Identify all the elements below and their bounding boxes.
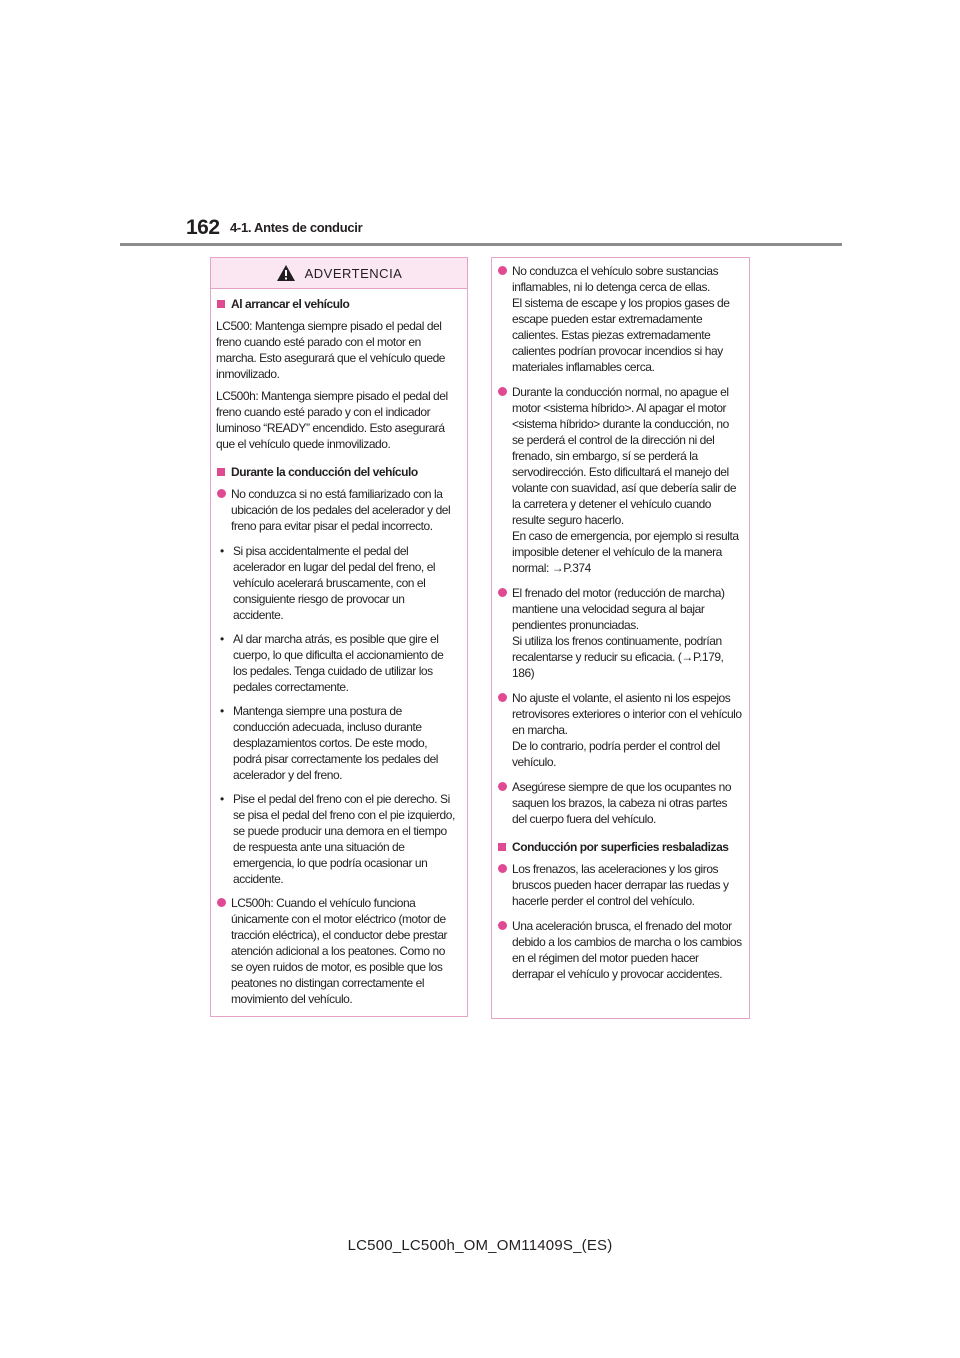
list-item xyxy=(497,918,742,982)
list-item-text: No conduzca el vehículo sobre sustancias inflamables, ni lo detenga cerca de ellas. El sistema de escape y los propios gases de escape pueden estar extremadamente calientes. Estas piezas extremadamente calientes podrían provocar incendios si hay materiales inflamables cerca. xyxy=(512,264,730,374)
circle-bullet-icon xyxy=(217,489,226,498)
section-heading xyxy=(216,464,457,480)
page-number: 162 xyxy=(186,216,220,239)
square-bullet-icon xyxy=(217,468,225,476)
list-item-text: El frenado del motor (reducción de marcha) mantiene una velocidad segura al bajar pendientes pronunciadas. Si utiliza los frenos continuamente, podrían recalentarse y reducir su eficacia. (→P.179, 186) xyxy=(512,586,725,680)
sub-list-item-text: Al dar marcha atrás, es posible que gire el cuerpo, lo que dificulta el accionamiento de los pedales. Tenga cuidado de utilizar los pedales correctamente. xyxy=(233,632,444,694)
circle-bullet-icon xyxy=(498,387,507,396)
list-item xyxy=(216,486,457,534)
list-item xyxy=(497,585,742,681)
section-title: 4-1. Antes de conducir xyxy=(230,220,363,235)
square-bullet-icon xyxy=(217,300,225,308)
sub-bullet-mark: • xyxy=(220,792,224,806)
warning-triangle-icon xyxy=(276,264,296,282)
list-item xyxy=(216,895,457,1007)
circle-bullet-icon xyxy=(498,693,507,702)
list-item-text: No conduzca si no está familiarizado con la ubicación de los pedales del acelerador y del freno para evitar pisar el pedal incorrecto. xyxy=(231,487,451,533)
circle-bullet-icon xyxy=(498,782,507,791)
section-heading xyxy=(497,839,742,855)
section-heading xyxy=(216,296,457,312)
sub-list-item-text: Mantenga siempre una postura de conducción adecuada, incluso durante desplazamientos cortos. De este modo, podrá pisar correctamente los pedales del acelerador y del freno. xyxy=(233,704,439,782)
list-item xyxy=(497,690,742,770)
list-item-text: LC500h: Cuando el vehículo funciona únicamente con el motor eléctrico (motor de tracción eléctrica), el conductor debe prestar atención adicional a los peatones. Como no se oyen ruidos de motor, es posible que los peatones no distingan correctamente el movimiento del vehículo. xyxy=(231,896,448,1006)
header-rule xyxy=(120,243,842,246)
sub-bullet-mark: • xyxy=(220,704,224,718)
paragraph: LC500h: Mantenga siempre pisado el pedal del freno cuando esté parado y con el indicador luminoso “READY” encendido. Esto asegurará que el vehículo quede inmovilizado. xyxy=(216,389,448,451)
list-item xyxy=(497,263,742,375)
warning-box xyxy=(210,257,468,1017)
warning-content xyxy=(211,289,467,1007)
warning-box-continued xyxy=(491,257,750,1019)
list-item-text: Una aceleración brusca, el frenado del motor debido a los cambios de marcha o los cambios en el régimen del motor pueden hacer derrapar el vehículo y provocar accidentes. xyxy=(512,919,742,981)
square-bullet-icon xyxy=(498,843,506,851)
heading-text: Conducción por superficies resbaladizas xyxy=(512,840,729,854)
sub-list-item xyxy=(216,703,457,783)
list-item-text: Asegúrese siempre de que los ocupantes no saquen los brazos, la cabeza ni otras partes del cuerpo fuera del vehículo. xyxy=(512,780,732,826)
circle-bullet-icon xyxy=(217,898,226,907)
list-item-text: Durante la conducción normal, no apague el motor <sistema híbrido>. Al apagar el motor <sistema híbrido> durante la conducción, no se perderá el control de la dirección ni del frenado, sin embargo, sí se perderá la servodirección. Esto dificultará el manejo del volante con suavidad, así que debería salir de la carretera y detener el vehículo cuando resulte seguro hacerlo. En caso de emergencia, por ejemplo si resulta imposible detener el vehículo de la manera normal: →P.374 xyxy=(512,385,739,575)
document-code: LC500_LC500h_OM_OM11409S_(ES) xyxy=(347,1237,613,1254)
sub-list-item xyxy=(216,791,457,887)
list-item-text: No ajuste el volante, el asiento ni los espejos retrovisores exteriores o interior con el vehículo en marcha. De lo contrario, podría perder el control del vehículo. xyxy=(512,691,742,769)
sub-list-item-text: Pise el pedal del freno con el pie derecho. Si se pisa el pedal del freno con el pie izquierdo, se puede producir una demora en el tiempo de respuesta ante una situación de emergencia, lo que podría ocasionar un accidente. xyxy=(233,792,455,886)
heading-text: Al arrancar el vehículo xyxy=(231,297,350,311)
sub-list-item xyxy=(216,631,457,695)
list-item xyxy=(497,384,742,576)
list-item xyxy=(497,861,742,909)
circle-bullet-icon xyxy=(498,921,507,930)
circle-bullet-icon xyxy=(498,588,507,597)
list-item xyxy=(497,779,742,827)
warning-content-continued xyxy=(492,258,749,982)
list-item-text: Los frenazos, las aceleraciones y los giros bruscos pueden hacer derrapar las ruedas y hacerle perder el control del vehículo. xyxy=(512,862,729,908)
sub-list-item-text: Si pisa accidentalmente el pedal del acelerador en lugar del pedal del freno, el vehículo acelerará bruscamente, con el consiguiente riesgo de provocar un accidente. xyxy=(233,544,436,622)
circle-bullet-icon xyxy=(498,864,507,873)
circle-bullet-icon xyxy=(498,266,507,275)
sub-bullet-mark: • xyxy=(220,544,224,558)
paragraph: LC500: Mantenga siempre pisado el pedal del freno cuando esté parado con el motor en marcha. Esto asegurará que el vehículo quede inmovilizado. xyxy=(216,319,446,381)
warning-title: ADVERTENCIA xyxy=(304,265,403,281)
heading-text: Durante la conducción del vehículo xyxy=(231,465,418,479)
sub-bullet-mark: • xyxy=(220,632,224,646)
sub-list-item xyxy=(216,543,457,623)
warning-header xyxy=(211,258,467,289)
